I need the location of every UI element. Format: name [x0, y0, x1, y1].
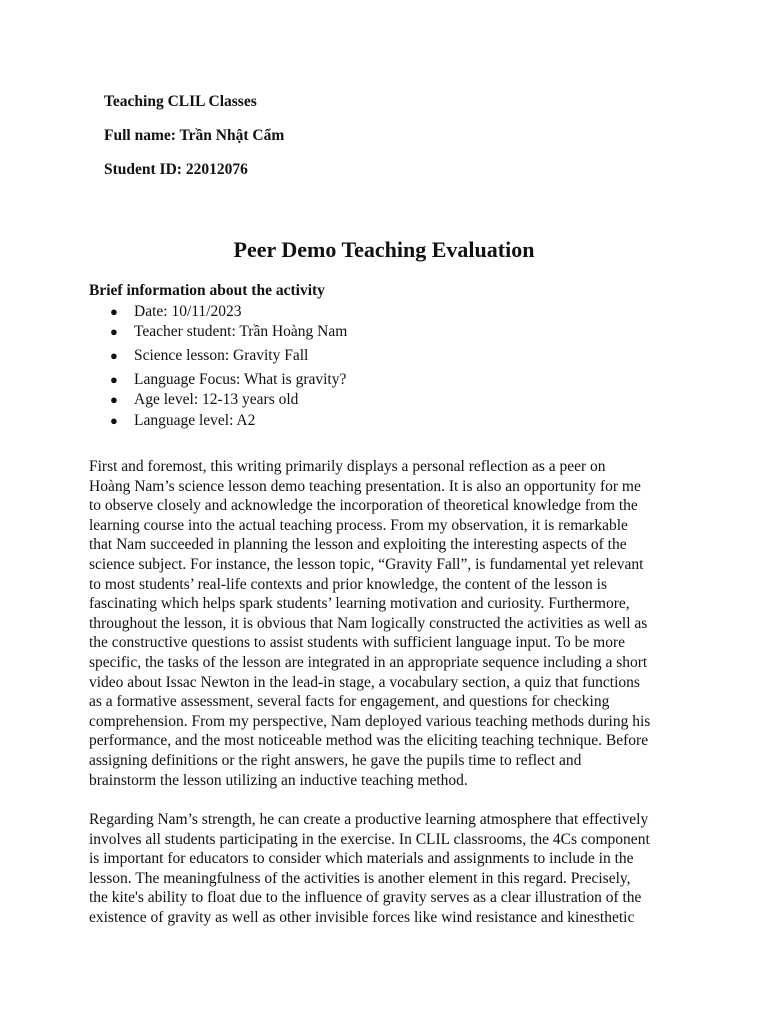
document-title: Peer Demo Teaching Evaluation — [233, 237, 535, 262]
paragraph-line: Regarding Nam’s strength, he can create a productive learning atmosphere that effectively — [89, 811, 649, 828]
paragraph-line: specific, the tasks of the lesson are integrated in an appropriate sequence including a short — [89, 653, 648, 671]
reflection-paragraph — [89, 457, 689, 790]
list-item-text: Teacher student: Trần Hoàng Nam — [134, 323, 348, 340]
bullet-icon: ● — [110, 392, 118, 407]
paragraph-line: video about Issac Newton in the lead-in stage, a vocabulary section, a quiz that functions — [89, 673, 640, 691]
paragraph-line: science subject. For instance, the lesson topic, “Gravity Fall”, is fundamental yet relevant — [89, 555, 644, 573]
paragraph-line: lesson. The meaningfulness of the activities is another element in this regard. Precisely, — [89, 869, 631, 887]
paragraph-line: assigning definitions or the right answers, he gave the pupils time to reflect and — [89, 751, 582, 769]
brief-info-heading: Brief information about the activity — [89, 282, 325, 299]
list-item-text: Age level: 12-13 years old — [134, 391, 299, 408]
bullet-icon: ● — [110, 348, 118, 363]
student-id: Student ID: 22012076 — [104, 161, 248, 178]
list-item-text: Language Focus: What is gravity? — [134, 371, 347, 388]
paragraph-line: Hoàng Nam’s science lesson demo teaching presentation. It is also an opportunity for me — [89, 477, 641, 495]
bullet-icon: ● — [110, 324, 118, 339]
paragraph-line: performance, and the most noticeable method was the eliciting teaching technique. Before — [89, 732, 649, 750]
bullet-icon: ● — [110, 413, 118, 428]
student-full-name: Full name: Trần Nhật Cẩm — [104, 127, 285, 144]
list-item-text: Language level: A2 — [134, 412, 256, 429]
paragraph-line: comprehension. From my perspective, Nam deployed various teaching methods during his — [89, 712, 651, 730]
paragraph-line: learning course into the actual teaching process. From my observation, it is remarkable — [89, 516, 628, 534]
list-item-text: Date: 10/11/2023 — [134, 303, 242, 320]
bullet-icon: ● — [110, 372, 118, 387]
paragraph-line: to most students’ real-life contexts and prior knowledge, the content of the lesson is — [89, 575, 607, 593]
paragraph-line: is important for educators to consider which materials and assignments to include in the — [89, 850, 634, 868]
bullet-icon: ● — [110, 304, 118, 319]
paragraph-line: involves all students participating in the exercise. In CLIL classrooms, the 4Cs component — [89, 830, 650, 848]
paragraph-line: First and foremost, this writing primarily displays a personal reflection as a peer on — [89, 458, 606, 475]
paragraph-line: throughout the lesson, it is obvious that Nam logically constructed the activities as well as — [89, 614, 648, 632]
course-name: Teaching CLIL Classes — [104, 93, 257, 110]
paragraph-line: that Nam succeeded in planning the lesson and exploiting the interesting aspects of the — [89, 536, 627, 554]
paragraph-line: brainstorm the lesson utilizing an inductive teaching method. — [89, 771, 468, 789]
paragraph-line: to observe closely and acknowledge the incorporation of theoretical knowledge from the — [89, 497, 638, 515]
paragraph-line: the kite's ability to float due to the influence of gravity serves as a clear illustration of the — [89, 889, 642, 907]
paragraph-line: fascinating which helps spark students’ learning motivation and curiosity. Furthermore, — [89, 595, 630, 613]
strength-paragraph — [89, 810, 689, 928]
paragraph-line: as a formative assessment, several facts for engagement, and questions for checking — [89, 693, 610, 711]
paragraph-line: existence of gravity as well as other invisible forces like wind resistance and kinesthetic — [89, 908, 635, 926]
list-item-text: Science lesson: Gravity Fall — [134, 347, 309, 364]
paragraph-line: the constructive questions to assist students with sufficient language input. To be more — [89, 634, 626, 652]
